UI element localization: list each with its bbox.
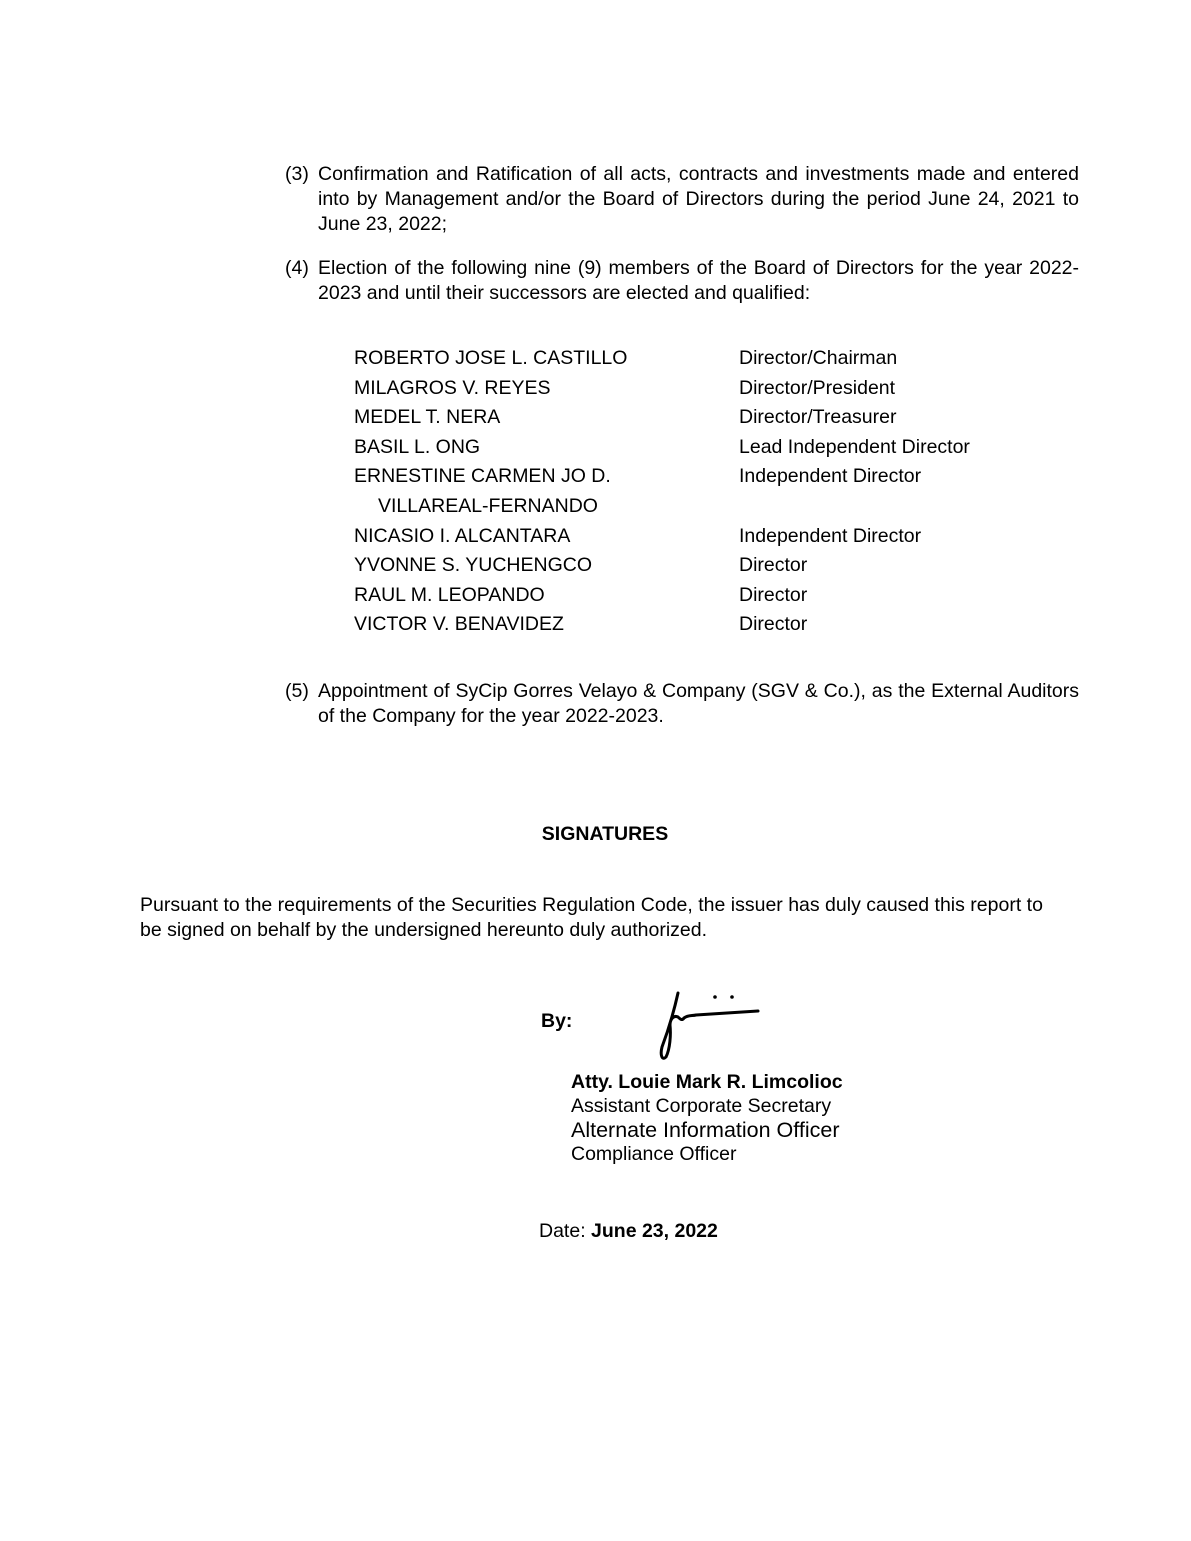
director-name-block — [354, 462, 724, 521]
directors-list — [354, 344, 1074, 640]
director-row — [354, 581, 1074, 611]
director-row — [354, 433, 1074, 463]
agenda-item-4 — [285, 256, 1079, 306]
director-name: VICTOR V. BENAVIDEZ — [354, 613, 564, 636]
by-label: By: — [541, 1010, 573, 1032]
director-row — [354, 522, 1074, 552]
director-position: Director — [739, 583, 808, 606]
director-position: Director/Treasurer — [739, 406, 897, 429]
director-row — [354, 374, 1074, 404]
item-number: (4) — [285, 257, 309, 279]
signatures-heading: SIGNATURES — [541, 823, 669, 845]
item-text: Election of the following nine (9) members of the Board of Directors for the year 2022-2023 and until their successors are elected and qualified: — [318, 257, 1079, 304]
director-row — [354, 344, 1074, 374]
director-name: ERNESTINE CARMEN JO D. — [354, 465, 611, 488]
item-text: Appointment of SyCip Gorres Velayo & Company (SGV & Co.), as the External Auditors of the Company for the year 2022-2023. — [318, 680, 1079, 727]
director-name: BASIL L. ONG — [354, 435, 481, 458]
director-row — [354, 610, 1074, 640]
director-name: YVONNE S. YUCHENGCO — [354, 554, 593, 577]
director-row — [354, 403, 1074, 433]
agenda-item-3 — [285, 162, 1079, 237]
signer-title: Alternate Information Officer — [571, 1118, 840, 1142]
director-name-continued: VILLAREAL-FERNANDO — [378, 494, 598, 517]
director-row — [354, 551, 1074, 581]
agenda-item-5 — [285, 679, 1079, 729]
director-position: Independent Director — [739, 465, 922, 488]
date-label: Date: — [539, 1220, 586, 1242]
signer-title: Assistant Corporate Secretary — [571, 1095, 832, 1117]
director-position: Director/President — [739, 376, 896, 399]
signature-date — [539, 1220, 718, 1243]
signer-title: Compliance Officer — [571, 1143, 737, 1165]
director-row — [354, 462, 1074, 521]
director-name: MILAGROS V. REYES — [354, 376, 551, 399]
director-name: MEDEL T. NERA — [354, 406, 501, 429]
signer-name: Atty. Louie Mark R. Limcolioc — [571, 1071, 843, 1093]
signer-block — [571, 1070, 843, 1166]
director-position: Lead Independent Director — [739, 435, 970, 458]
director-name: ROBERTO JOSE L. CASTILLO — [354, 347, 628, 369]
director-position: Director — [739, 554, 808, 577]
authorization-statement: Pursuant to the requirements of the Securities Regulation Code, the issuer has duly caused this report to be signed on behalf by the undersigned hereunto duly authorized. — [140, 894, 1043, 941]
director-position: Independent Director — [739, 524, 922, 547]
handwritten-signature — [640, 985, 770, 1065]
item-text: Confirmation and Ratification of all acts, contracts and investments made and entered into by Management and/or the Board of Directors during the period June 24, 2021 to June 23, 2022; — [318, 163, 1079, 235]
item-number: (5) — [285, 680, 309, 702]
director-name: NICASIO I. ALCANTARA — [354, 524, 571, 547]
director-position: Director/Chairman — [739, 347, 898, 369]
director-name: RAUL M. LEOPANDO — [354, 583, 545, 606]
date-value: June 23, 2022 — [591, 1220, 718, 1242]
director-position: Director — [739, 613, 808, 636]
item-number: (3) — [285, 163, 309, 185]
